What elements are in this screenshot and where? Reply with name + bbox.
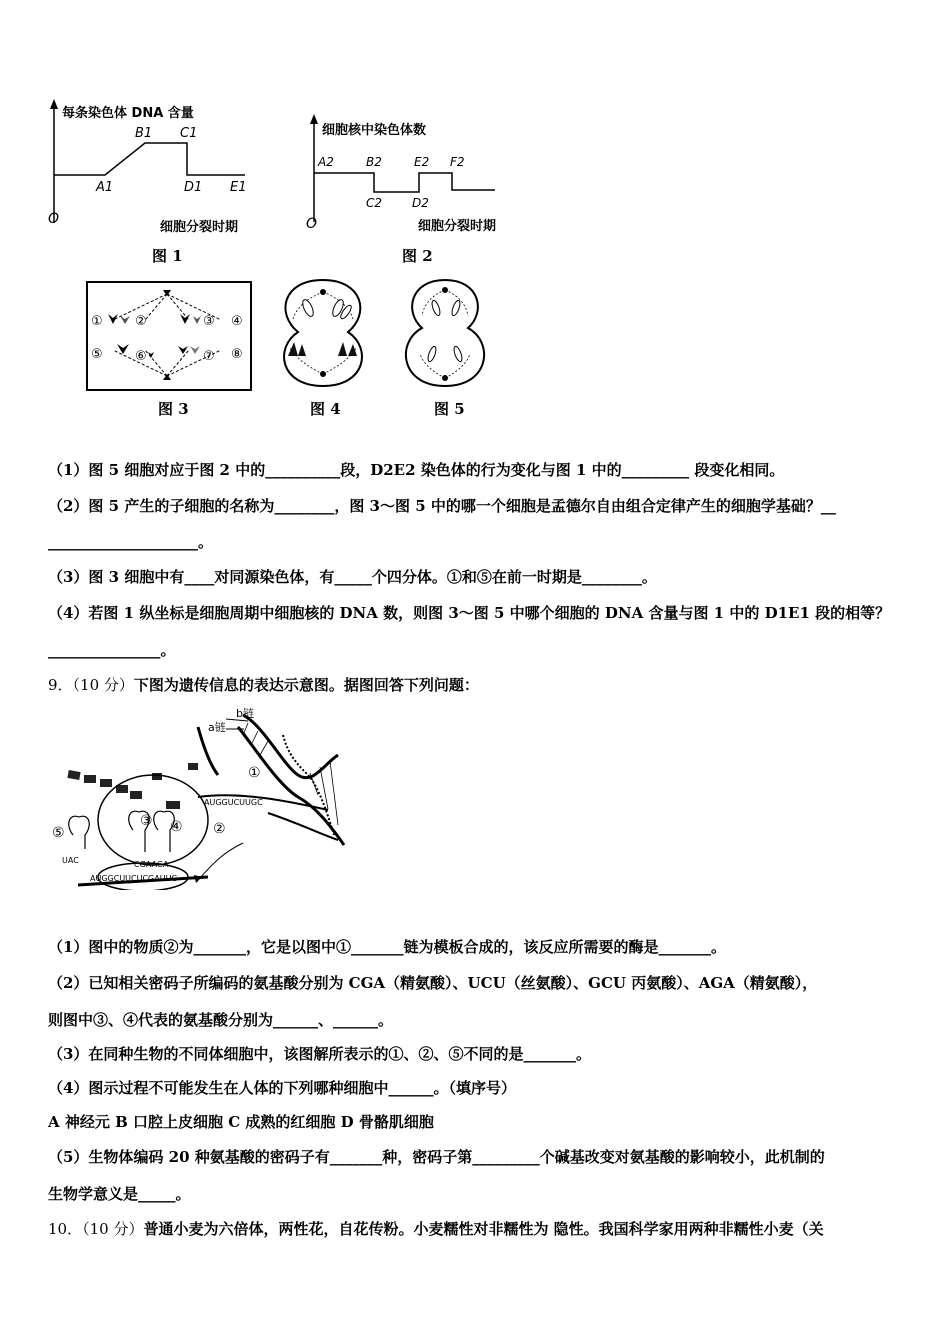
q9-part2: （2）已知相关密码子所编码的氨基酸分别为 CGA（精氨酸）、UCU（丝氨酸）、GCU 丙氨酸）、AGA（精氨酸），: [48, 974, 818, 992]
q10-number: 10．: [48, 1220, 83, 1238]
fig2-xlabel: 细胞分裂时期: [418, 219, 497, 234]
fig2-point-e2: E2: [414, 155, 430, 169]
q8-part2: （2）图 5 产生的子细胞的名称为________，图 3～图 5 中的哪一个细胞是孟德尔自由组合定律产生的细胞学基础？__: [48, 497, 836, 515]
label-2: ②: [213, 821, 226, 837]
q9-stem: [48, 675, 479, 695]
fig2-origin: O: [306, 216, 318, 232]
fig3-num-1: ①: [91, 314, 103, 329]
fig3-num-4: ④: [231, 314, 243, 329]
fig2-caption: 图 2: [402, 247, 433, 265]
label-5: ⑤: [52, 825, 65, 841]
fig2-ylabel: 细胞核中染色体数: [322, 123, 427, 138]
fig1-xlabel: 细胞分裂时期: [160, 220, 239, 235]
q9-part2-cont: 则图中③、④代表的氨基酸分别为______、______。: [48, 1011, 394, 1029]
b-chain-label: b链: [236, 707, 254, 720]
figure-2-chart: [300, 110, 535, 240]
fig3-num-2: ②: [135, 314, 147, 329]
figure-5-cell: [390, 274, 500, 394]
q8-part1: （1）图 5 细胞对应于图 2 中的__________段，D2E2 染色体的行为变化与图 1 中的_________ 段变化相同。: [48, 461, 785, 479]
fig1-point-b1: B1: [135, 126, 153, 141]
q8-part4-cont: _______________。: [48, 641, 176, 659]
fig3-num-7: ⑦: [203, 349, 215, 364]
fig1-point-a1: A1: [96, 180, 114, 195]
figure-3-cell: [85, 280, 255, 395]
fig1-point-d1: D1: [184, 180, 203, 195]
q10-stem-text: 普通小麦为六倍体，两性花，自花传粉。小麦糯性对非糯性为 隐性。我国科学家用两种非糯性小麦（关: [143, 1220, 824, 1238]
fig1-origin: O: [48, 211, 60, 227]
label-1: ①: [248, 765, 261, 781]
fig3-num-8: ⑧: [231, 347, 243, 362]
figure-4-cell: [268, 274, 378, 394]
fig3-num-6: ⑥: [135, 349, 147, 364]
anticodon2-label: CGAAGA: [134, 860, 169, 869]
label-4: ④: [170, 819, 183, 835]
fig3-caption: 图 3: [158, 400, 189, 418]
fig3-num-3: ③: [203, 314, 215, 329]
q10-score: （10 分）: [82, 1220, 144, 1238]
q9-part5-cont: 生物学意义是_____。: [48, 1185, 191, 1203]
fig3-num-5: ⑤: [91, 347, 103, 362]
figure-1-chart: [40, 95, 265, 240]
mrna-top-seq: AUGGUCUUGC: [204, 798, 263, 807]
fig1-ylabel: 每条染色体 DNA 含量: [62, 106, 194, 121]
fig2-point-d2: D2: [412, 196, 429, 210]
mrna-bottom-seq: AUGGCUUCUCGAUUC: [90, 874, 178, 883]
q9-number: 9．: [48, 676, 73, 694]
anticodon-label: UAC: [62, 856, 79, 865]
fig1-point-e1: E1: [230, 180, 247, 195]
fig2-point-a2: A2: [318, 155, 334, 169]
q8-part3: （3）图 3 细胞中有____对同源染色体，有_____个四分体。①和⑤在前一时期是________。: [48, 568, 657, 586]
q9-score: （10 分）: [72, 676, 134, 694]
q9-part1: （1）图中的物质②为_______，它是以图中①_______链为模板合成的，该反应所需要的酶是_______。: [48, 938, 726, 956]
fig1-caption: 图 1: [152, 247, 183, 265]
q9-part5: （5）生物体编码 20 种氨基酸的密码子有_______种，密码子第_________个碱基改变对氨基酸的影响较小，此机制的: [48, 1148, 825, 1166]
fig5-caption: 图 5: [434, 400, 465, 418]
fig2-point-f2: F2: [450, 155, 465, 169]
a-chain-label: a链: [208, 721, 226, 734]
q9-options: A 神经元 B 口腔上皮细胞 C 成熟的红细胞 D 骨骼肌细胞: [48, 1113, 434, 1131]
q8-part2-cont: ____________________。: [48, 533, 214, 551]
label-3: ③: [140, 813, 153, 829]
q10-stem: [48, 1219, 824, 1239]
q9-part4: （4）图示过程不可能发生在人体的下列哪种细胞中______。（填序号）: [48, 1079, 516, 1097]
fig1-point-c1: C1: [180, 126, 198, 141]
fig4-caption: 图 4: [310, 400, 341, 418]
figure-translation: [48, 705, 348, 890]
fig2-point-b2: B2: [366, 155, 382, 169]
fig2-point-c2: C2: [366, 196, 383, 210]
q8-part4: （4）若图 1 纵坐标是细胞周期中细胞核的 DNA 数，则图 3～图 5 中哪个细胞的 DNA 含量与图 1 中的 D1E1 段的相等？: [48, 604, 891, 622]
q9-part3: （3）在同种生物的不同体细胞中，该图解所表示的①、②、⑤不同的是_______。: [48, 1045, 591, 1063]
q9-stem-text: 下图为遗传信息的表达示意图。据图回答下列问题：: [133, 676, 479, 694]
